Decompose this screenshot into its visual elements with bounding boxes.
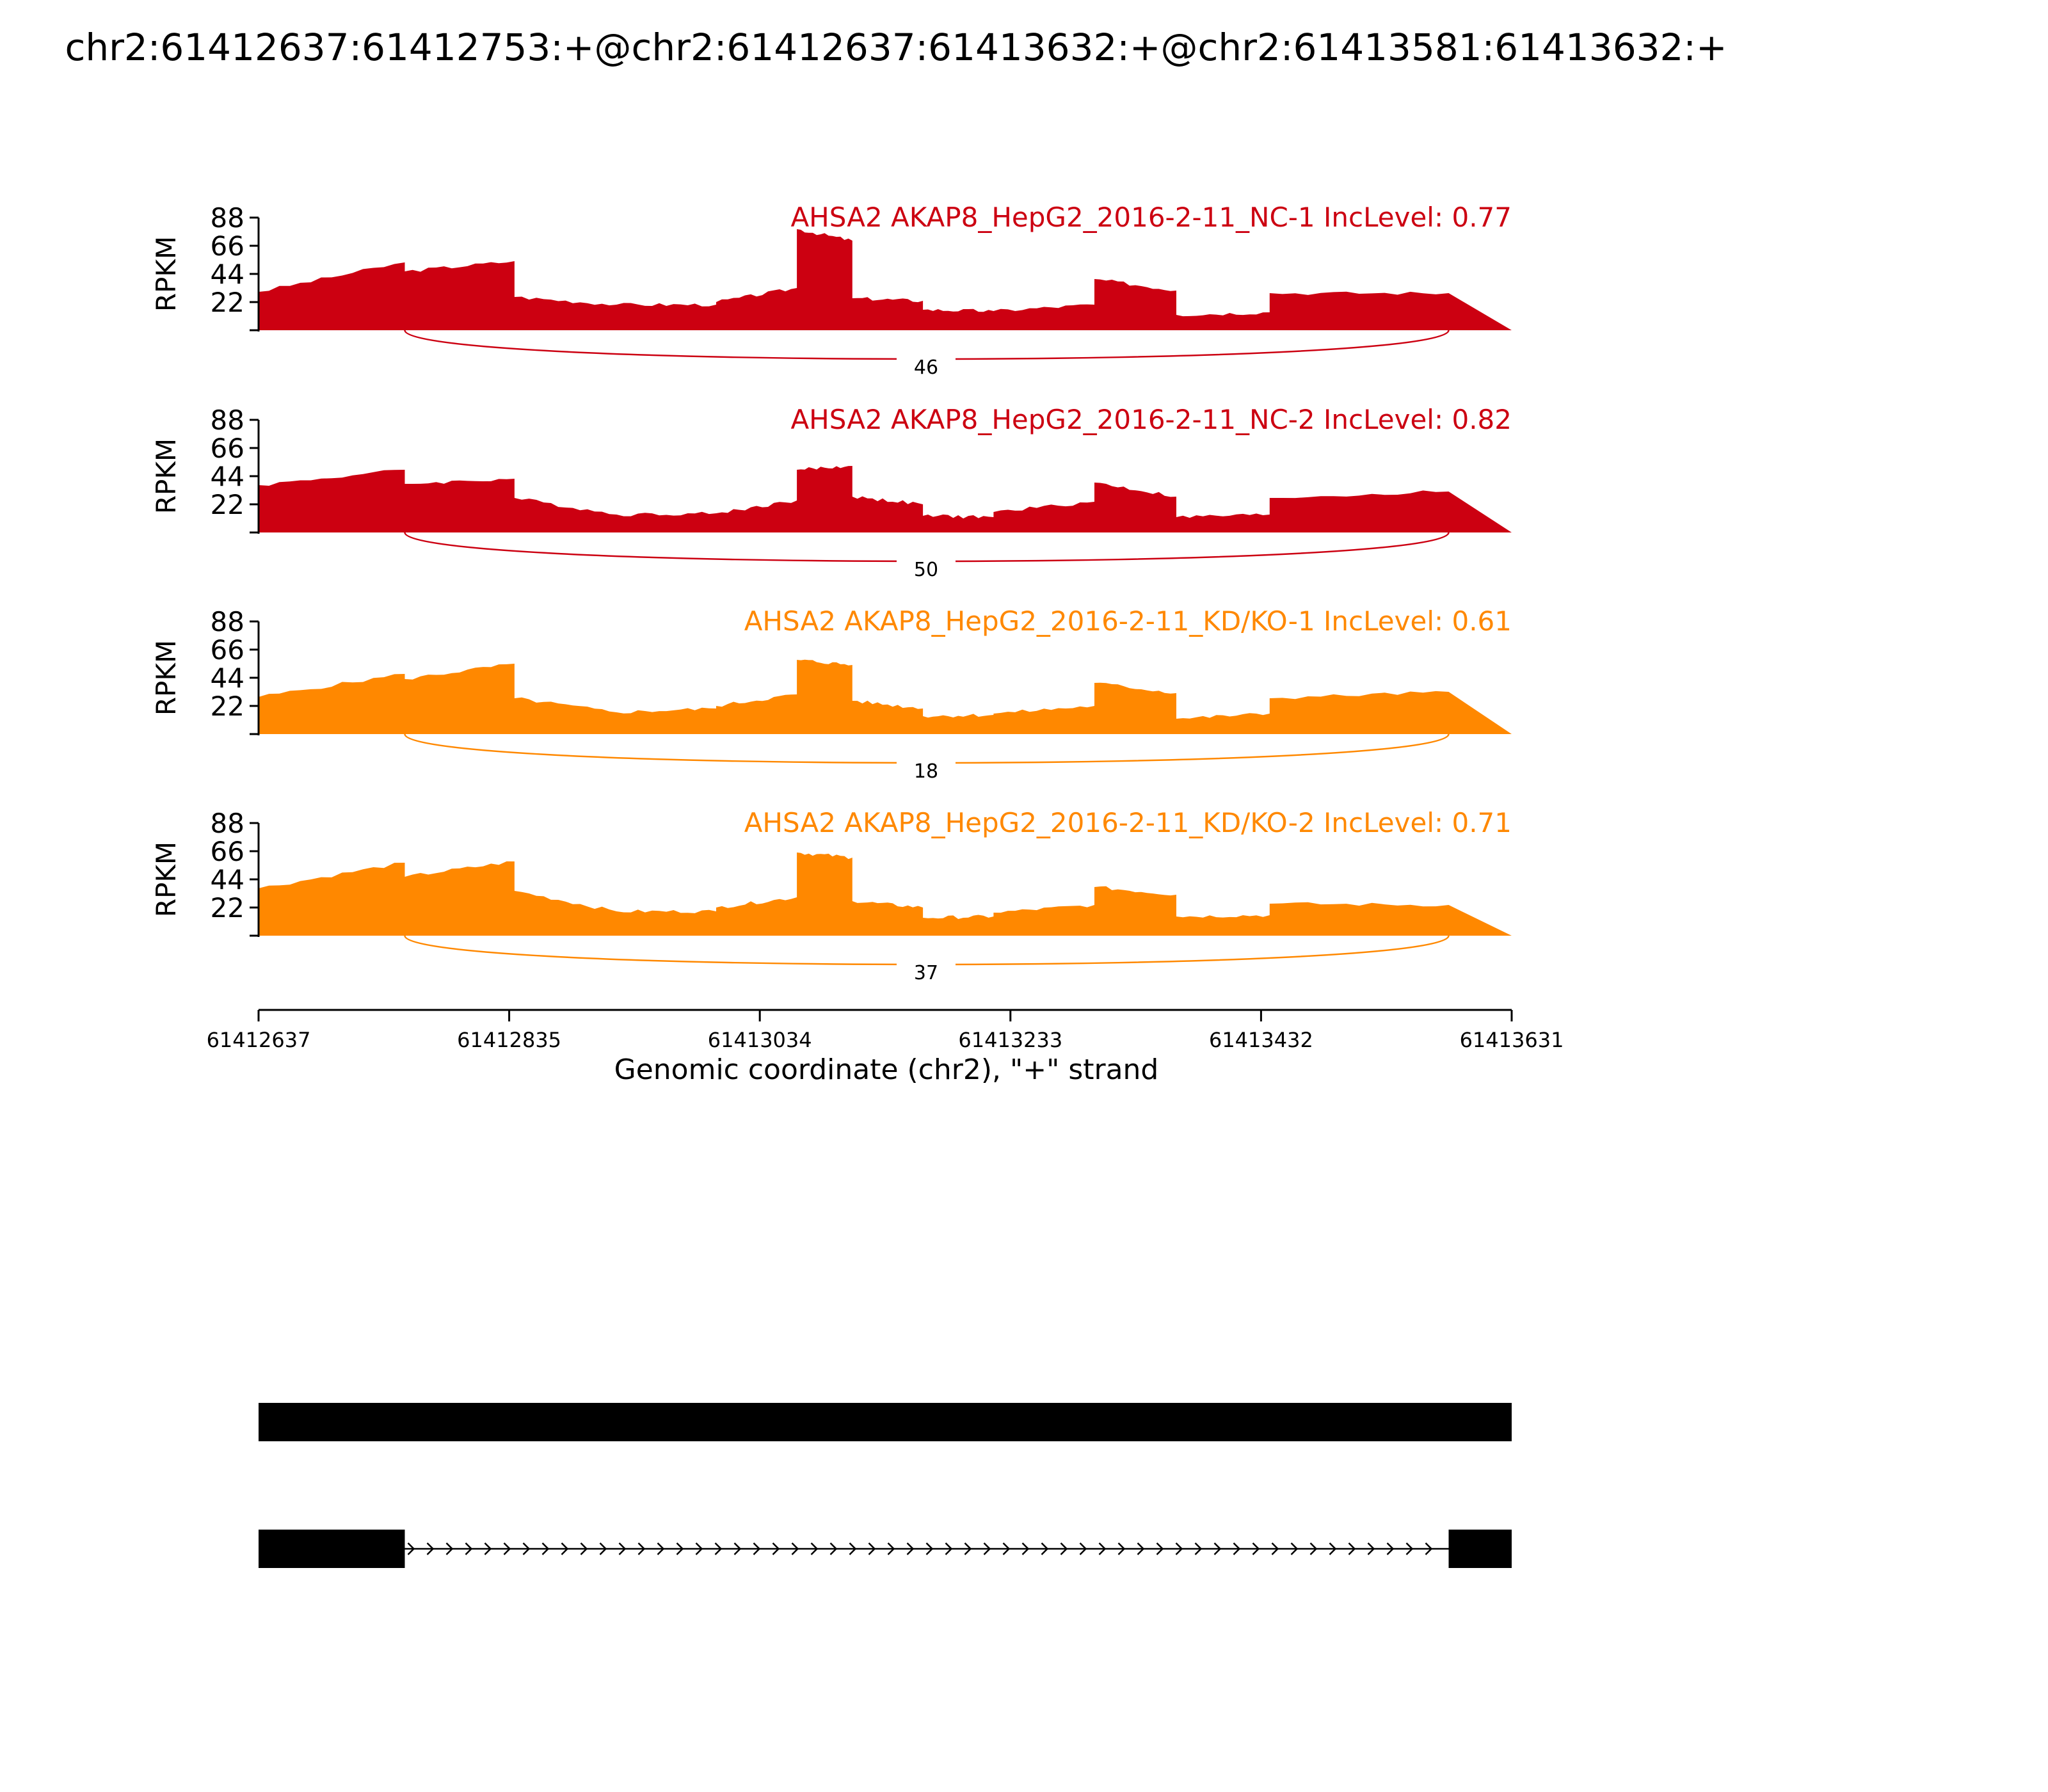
y-tick-label: 44 [210,461,244,492]
exon-inclusion-1 [259,1403,1512,1441]
y-tick-label: 66 [210,836,244,867]
x-tick-label: 61413034 [707,1028,812,1052]
y-axis-label: RPKM [150,639,182,716]
y-tick-label: 44 [210,662,244,694]
y-tick-label: 22 [210,892,244,924]
sample-label-4: AHSA2 AKAP8_HepG2_2016-2-11_KD/KO-2 IncLevel: 0.71 [744,807,1512,838]
exon-skipping-2 [1449,1530,1512,1568]
junction-count-4: 37 [913,962,939,984]
x-tick-label: 61412637 [206,1028,311,1052]
x-tick-label: 61413631 [1459,1028,1564,1052]
y-tick-label: 66 [210,634,244,666]
y-axis-label: RPKM [150,438,182,515]
y-tick-label: 44 [210,259,244,290]
figure-title: chr2:61412637:61412753:+@chr2:61412637:61413632:+@chr2:61413581:61413632:+ [65,26,1727,69]
y-tick-label: 22 [210,691,244,722]
y-tick-label: 22 [210,489,244,520]
junction-count-3: 18 [913,760,939,783]
y-tick-label: 88 [210,404,244,436]
y-tick-label: 66 [210,230,244,262]
y-tick-label: 88 [210,202,244,234]
exon-skipping-1 [259,1530,404,1568]
y-tick-label: 88 [210,808,244,839]
x-axis-label: Genomic coordinate (chr2), "+" strand [614,1053,1159,1086]
y-tick-label: 66 [210,433,244,464]
x-tick-label: 61413233 [958,1028,1063,1052]
sample-label-2: AHSA2 AKAP8_HepG2_2016-2-11_NC-2 IncLevel: 0.82 [790,404,1512,435]
x-tick-label: 61413432 [1208,1028,1313,1052]
coverage-area-3 [259,660,1512,734]
y-tick-label: 22 [210,287,244,318]
y-tick-label: 88 [210,606,244,637]
y-tick-label: 44 [210,864,244,895]
coverage-area-1 [259,229,1512,330]
x-tick-label: 61412835 [457,1028,562,1052]
coverage-area-2 [259,466,1512,532]
y-axis-label: RPKM [150,841,182,918]
sample-label-3: AHSA2 AKAP8_HepG2_2016-2-11_KD/KO-1 IncLevel: 0.61 [744,605,1512,637]
coverage-area-4 [259,852,1512,936]
junction-count-2: 50 [913,559,939,581]
y-axis-label: RPKM [150,236,182,312]
junction-count-1: 46 [913,356,939,379]
sample-label-1: AHSA2 AKAP8_HepG2_2016-2-11_NC-1 IncLevel: 0.77 [790,202,1512,233]
